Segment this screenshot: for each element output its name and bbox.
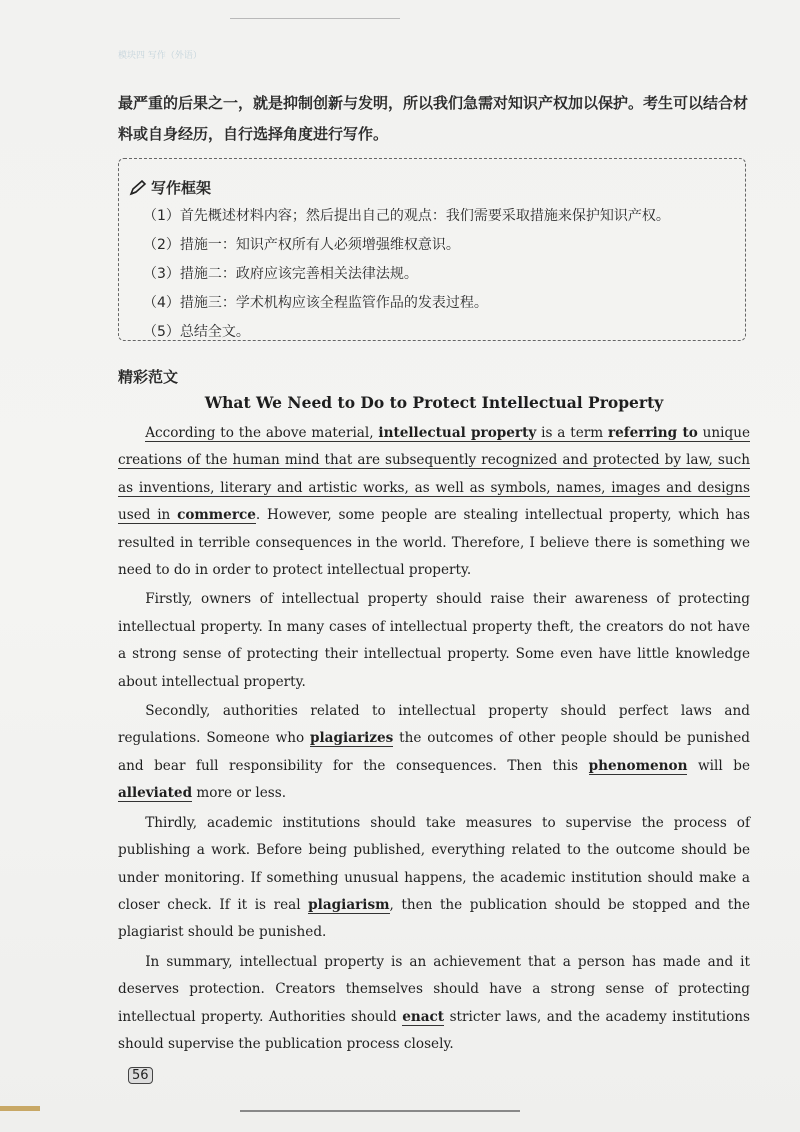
text-run: Thirdly, academic institutions should take measures to supervise the process of publishing a work. Before being published, everything related to the outcome should be under monitoring. If something unusual happens, the academic institution should make a closer check. If it is real: [118, 814, 750, 913]
framework-item: （2）措施一：知识产权所有人必须增强维权意识。: [143, 237, 460, 253]
keyword: intellectual property: [378, 425, 537, 441]
keyword: plagiarism: [308, 896, 390, 913]
essay-paragraph-4: [118, 810, 750, 947]
framework-item: （1）首先概述材料内容；然后提出自己的观点：我们需要采取措施来保护知识产权。: [143, 208, 670, 224]
writing-framework-box: [118, 158, 746, 341]
text-run: the outcomes of other people should be punished and bear full responsibility for the consequences. Then this: [118, 730, 750, 774]
top-divider: [230, 18, 400, 19]
essay-paragraph-3: [118, 698, 750, 808]
scan-edge: [0, 1106, 40, 1111]
pencil-icon: [129, 180, 147, 196]
text-run: will be: [687, 757, 750, 774]
text-run: According to the above material,: [145, 425, 379, 441]
text-run: unique creations of the human mind that are subsequently recognized and protected by law, such as inventions, literary and artistic works, as well as symbols, names, images and designs used in: [118, 425, 751, 524]
framework-item: （5）总结全文。: [143, 324, 250, 340]
essay-paragraph-1: [118, 420, 750, 584]
essay-paragraph-2: Firstly, owners of intellectual property should raise their awareness of protecting intellectual property. In many cases of intellectual property theft, the creators do not have a strong sense of protecting their intellectual property. Some even have little knowledge about intellectual property.: [118, 591, 750, 690]
text-run: In summary, intellectual property is an achievement that a person has made and it deserves protection. Creators themselves should have a strong sense of protecting intellectual property. Authorities should: [118, 953, 750, 1025]
essay-paragraph-5: [118, 949, 750, 1059]
text-run: . However, some people are stealing intellectual property, which has resulted in terrible consequences in the world. Therefore, I believe there is something we need to do in order to protect intellectual property.: [118, 507, 750, 579]
keyword: plagiarizes: [309, 730, 394, 747]
intro-paragraph: 最严重的后果之一，就是抑制创新与发明，所以我们急需对知识产权加以保护。考生可以结合材料或自身经历，自行选择角度进行写作。: [118, 94, 749, 143]
page-number: 56: [128, 1067, 153, 1084]
text-run: Secondly, authorities related to intellectual property should perfect laws and regulations. Someone who: [118, 703, 750, 747]
framework-heading: [129, 177, 735, 198]
text-run: more or less.: [192, 785, 287, 802]
keyword: referring to: [608, 425, 698, 441]
framework-item: （4）措施三：学术机构应该全程监管作品的发表过程。: [143, 295, 488, 311]
section-title: 精彩范文: [118, 368, 179, 386]
text-run: is a term: [536, 425, 608, 441]
keyword: commerce: [177, 507, 256, 524]
keyword: enact: [402, 1008, 445, 1025]
bottom-divider: [240, 1110, 520, 1112]
essay-title: What We Need to Do to Protect Intellectual Property: [204, 393, 664, 412]
essay-body: [118, 420, 750, 1058]
framework-title: 写作框架: [151, 179, 212, 197]
keyword: phenomenon: [588, 757, 688, 774]
keyword: alleviated: [118, 785, 193, 802]
running-head: 模块四 写作（外语）: [118, 51, 202, 61]
text-run: , then the publication should be stopped and the plagiarist should be punished.: [118, 896, 750, 941]
framework-item: （3）措施二：政府应该完善相关法律法规。: [143, 266, 418, 282]
text-run: stricter laws, and the academy institutions should supervise the publication process closely.: [118, 1008, 751, 1052]
